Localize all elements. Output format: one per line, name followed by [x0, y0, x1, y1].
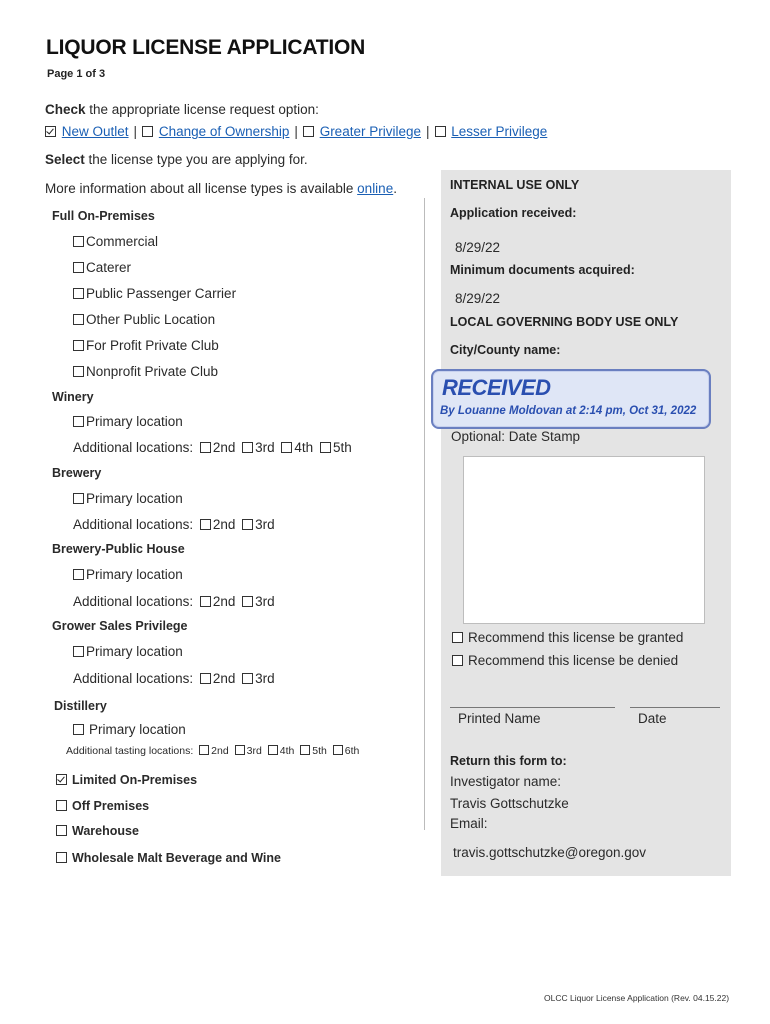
request-lead-rest: the appropriate license request option: — [85, 102, 319, 117]
winery-4th-checkbox[interactable] — [281, 442, 292, 453]
distillery-2nd-label: 2nd — [211, 745, 229, 757]
brewery-heading: Brewery — [52, 466, 102, 480]
warehouse-label: Warehouse — [72, 824, 139, 838]
grower-3rd-checkbox[interactable] — [242, 673, 253, 684]
brewery-3rd-label: 3rd — [255, 517, 275, 532]
select-rest: the license type you are applying for. — [84, 152, 308, 167]
wholesale-option[interactable] — [56, 851, 281, 865]
for-profit-club-checkbox[interactable] — [73, 340, 84, 351]
grower-primary-option[interactable] — [73, 644, 183, 659]
brewery-primary-label: Primary location — [86, 491, 183, 506]
other-public-location-label: Other Public Location — [86, 312, 216, 327]
distillery-3rd-label: 3rd — [246, 745, 262, 757]
grower-additional-locations — [73, 671, 275, 686]
limited-on-premises-label: Limited On-Premises — [72, 773, 198, 787]
distillery-5th-checkbox[interactable] — [300, 745, 310, 755]
recommend-denied-option[interactable] — [452, 653, 678, 668]
separator: | — [133, 124, 138, 139]
grower-primary-label: Primary location — [86, 644, 183, 659]
distillery-additional-label: Additional tasting locations: — [66, 745, 194, 757]
local-body-heading: LOCAL GOVERNING BODY USE ONLY — [450, 315, 679, 329]
recommend-granted-option[interactable] — [452, 630, 683, 645]
winery-5th-checkbox[interactable] — [320, 442, 331, 453]
caterer-label: Caterer — [86, 260, 132, 275]
distillery-2nd-checkbox[interactable] — [199, 745, 209, 755]
distillery-3rd-checkbox[interactable] — [235, 745, 245, 755]
distillery-5th-label: 5th — [312, 745, 327, 757]
greater-privilege-checkbox[interactable] — [303, 126, 314, 137]
brewpub-additional-label: Additional locations: — [73, 594, 194, 609]
printed-name-label: Printed Name — [458, 711, 541, 726]
limited-on-premises-checkbox[interactable] — [56, 774, 67, 785]
public-passenger-carrier-label: Public Passenger Carrier — [86, 286, 237, 301]
select-bold: Select — [45, 152, 85, 167]
recommend-granted-checkbox[interactable] — [452, 632, 463, 643]
email-label: Email: — [450, 816, 488, 831]
received-stamp — [431, 369, 711, 429]
new-outlet-checkbox[interactable] — [45, 126, 56, 137]
footer-revision: OLCC Liquor License Application (Rev. 04.15.22) — [544, 993, 730, 1003]
grower-additional-label: Additional locations: — [73, 671, 194, 686]
brewery-public-house-heading: Brewery-Public House — [52, 542, 185, 556]
lesser-privilege-link[interactable]: Lesser Privilege — [451, 124, 548, 139]
min-docs-label: Minimum documents acquired: — [450, 263, 635, 277]
caterer-checkbox[interactable] — [73, 262, 84, 273]
winery-4th-label: 4th — [294, 440, 314, 455]
recommend-denied-label: Recommend this license be denied — [468, 653, 679, 668]
page-title: LIQUOR LICENSE APPLICATION — [46, 36, 366, 59]
brewery-additional-label: Additional locations: — [73, 517, 194, 532]
distillery-tasting-locations — [66, 745, 359, 757]
brewpub-primary-checkbox[interactable] — [73, 569, 84, 580]
brewery-additional-locations — [73, 517, 275, 532]
off-premises-label: Off Premises — [72, 799, 150, 813]
full-on-premises-heading: Full On-Premises — [52, 209, 155, 223]
more-info-end: . — [393, 181, 397, 196]
brewpub-2nd-checkbox[interactable] — [200, 596, 211, 607]
stamp-title: RECEIVED — [442, 375, 551, 400]
investigator-email: travis.gottschutzke@oregon.gov — [453, 845, 647, 860]
for-profit-club-option[interactable] — [73, 338, 219, 353]
investigator-name: Travis Gottschutzke — [450, 796, 569, 811]
distillery-6th-label: 6th — [344, 745, 360, 757]
stamp-subtitle: By Louanne Moldovan at 2:14 pm, Oct 31, 2022 — [440, 405, 697, 417]
request-lead-bold: Check — [45, 102, 86, 117]
recommend-granted-label: Recommend this license be granted — [468, 630, 684, 645]
brewery-2nd-checkbox[interactable] — [200, 519, 211, 530]
select-instructions — [45, 152, 308, 167]
off-premises-checkbox[interactable] — [56, 800, 67, 811]
grower-3rd-label: 3rd — [255, 671, 275, 686]
wholesale-checkbox[interactable] — [56, 852, 67, 863]
warehouse-option[interactable] — [56, 824, 139, 838]
investigator-label: Investigator name: — [450, 774, 562, 789]
winery-primary-checkbox[interactable] — [73, 416, 84, 427]
brewpub-3rd-checkbox[interactable] — [242, 596, 253, 607]
winery-2nd-label: 2nd — [212, 440, 236, 455]
commercial-label: Commercial — [86, 234, 159, 249]
internal-use-heading: INTERNAL USE ONLY — [450, 178, 580, 192]
distillery-heading: Distillery — [54, 699, 107, 713]
grower-primary-checkbox[interactable] — [73, 646, 84, 657]
limited-on-premises-option[interactable] — [56, 773, 197, 787]
request-options-row — [45, 124, 547, 139]
distillery-4th-label: 4th — [279, 745, 295, 757]
brewpub-primary-option[interactable] — [73, 567, 183, 582]
public-passenger-carrier-checkbox[interactable] — [73, 288, 84, 299]
page-number: Page 1 of 3 — [47, 68, 106, 80]
other-public-location-checkbox[interactable] — [73, 314, 84, 325]
brewpub-2nd-label: 2nd — [212, 594, 236, 609]
winery-3rd-label: 3rd — [255, 440, 275, 455]
separator: | — [425, 124, 430, 139]
caterer-option[interactable] — [73, 260, 131, 275]
commercial-option[interactable] — [73, 234, 158, 249]
distillery-primary-checkbox[interactable] — [73, 724, 84, 735]
winery-primary-option[interactable] — [73, 414, 183, 429]
brewpub-additional-locations — [73, 594, 275, 609]
distillery-primary-label: Primary location — [89, 722, 186, 737]
wholesale-label: Wholesale Malt Beverage and Wine — [72, 851, 281, 865]
winery-additional-locations — [73, 440, 352, 455]
app-received-date[interactable]: 8/29/22 — [455, 240, 501, 255]
public-passenger-carrier-option[interactable] — [73, 286, 236, 301]
winery-primary-label: Primary location — [86, 414, 183, 429]
city-county-label: City/County name: — [450, 343, 561, 357]
winery-2nd-checkbox[interactable] — [200, 442, 211, 453]
column-divider — [424, 198, 425, 830]
brewpub-3rd-label: 3rd — [255, 594, 275, 609]
brewery-primary-option[interactable] — [73, 491, 183, 506]
app-received-label: Application received: — [450, 206, 577, 220]
more-info-text: More information about all license types is available — [45, 181, 358, 196]
date-line[interactable] — [630, 707, 720, 708]
date-stamp-box[interactable] — [463, 456, 705, 624]
commercial-checkbox[interactable] — [73, 236, 84, 247]
more-info-line — [45, 181, 397, 196]
off-premises-option[interactable] — [56, 799, 149, 813]
grower-sales-heading: Grower Sales Privilege — [52, 619, 188, 633]
printed-name-line[interactable] — [450, 707, 615, 708]
request-instructions — [45, 102, 319, 117]
recommend-denied-checkbox[interactable] — [452, 655, 463, 666]
new-outlet-link[interactable]: New Outlet — [61, 124, 129, 139]
grower-2nd-label: 2nd — [212, 671, 236, 686]
distillery-6th-checkbox[interactable] — [333, 745, 343, 755]
winery-3rd-checkbox[interactable] — [242, 442, 253, 453]
greater-privilege-link[interactable]: Greater Privilege — [319, 124, 421, 139]
nonprofit-club-label: Nonprofit Private Club — [86, 364, 219, 379]
distillery-4th-checkbox[interactable] — [268, 745, 278, 755]
winery-heading: Winery — [52, 390, 94, 404]
other-public-location-option[interactable] — [73, 312, 215, 327]
brewery-primary-checkbox[interactable] — [73, 493, 84, 504]
nonprofit-club-option[interactable] — [73, 364, 218, 379]
change-ownership-checkbox[interactable] — [142, 126, 153, 137]
return-form-heading: Return this form to: — [450, 754, 567, 768]
min-docs-date[interactable]: 8/29/22 — [455, 291, 501, 306]
brewpub-primary-label: Primary location — [86, 567, 183, 582]
distillery-primary-option[interactable] — [73, 722, 186, 737]
change-ownership-link[interactable]: Change of Ownership — [158, 124, 290, 139]
lesser-privilege-checkbox[interactable] — [435, 126, 446, 137]
brewery-2nd-label: 2nd — [212, 517, 236, 532]
winery-additional-label: Additional locations: — [73, 440, 194, 455]
date-label: Date — [638, 711, 667, 726]
separator: | — [294, 124, 298, 139]
grower-2nd-checkbox[interactable] — [200, 673, 211, 684]
for-profit-club-label: For Profit Private Club — [86, 338, 219, 353]
brewery-3rd-checkbox[interactable] — [242, 519, 253, 530]
online-link[interactable]: online — [357, 181, 394, 196]
warehouse-checkbox[interactable] — [56, 825, 67, 836]
date-stamp-label: Optional: Date Stamp — [451, 429, 581, 444]
winery-5th-label: 5th — [332, 440, 352, 455]
nonprofit-club-checkbox[interactable] — [73, 366, 84, 377]
